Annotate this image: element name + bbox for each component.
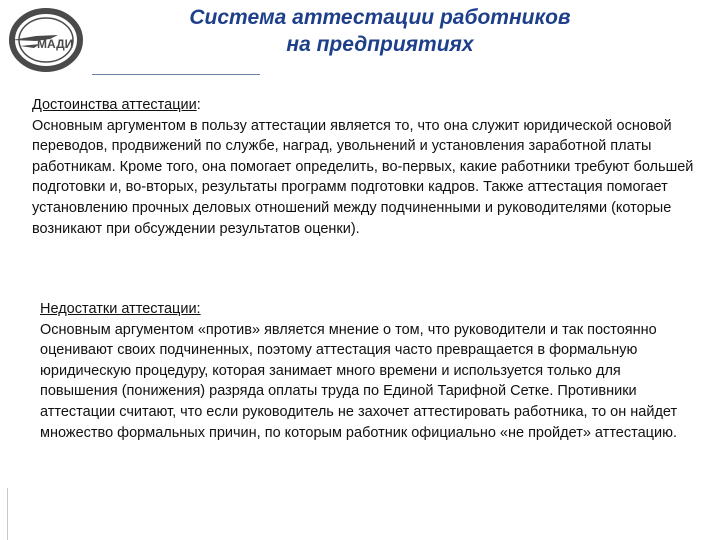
title-divider <box>92 74 260 75</box>
title-line-2: на предприятиях <box>286 33 474 56</box>
margin-line <box>7 488 8 540</box>
advantages-heading: Достоинства аттестации: <box>32 97 201 113</box>
logo-text: МАДИ <box>37 37 74 51</box>
disadvantages-heading: Недостатки аттестации: <box>40 301 201 317</box>
madi-emblem-icon <box>6 6 86 74</box>
page-title <box>110 4 650 58</box>
title-line-1: Система аттестации работников <box>189 6 571 29</box>
advantages-section <box>32 95 707 239</box>
disadvantages-section <box>40 299 700 443</box>
disadvantages-text: Основным аргументом «против» является мнение о том, что руководители и так постоянно оценивают своих подчиненных, поэтому аттестация часто превращается в формальную юридическую процедуру, которая занимает много времени и используется только для повышения (понижения) разряда оплаты труда по Единой Тарифной Сетке. Противники аттестации считают, что если руководитель не захочет аттестировать работника, то он найдет множество формальных причин, по которым работник официально «не пройдет» аттестацию. <box>40 321 678 441</box>
advantages-text: Основным аргументом в пользу аттестации является то, что она служит юридической основой переводов, продвижений по службе, наград, увольнений и установления заработной платы работникам. Кроме того, она помогает определить, во-первых, какие работники требуют большей подготовки и, во-вторых, результаты программ подготовки кадров. Также аттестация помогает установлению прочных деловых отношений между подчиненными и руководителями (которые возникают при обсуждении результатов оценки). <box>32 117 694 237</box>
madi-logo <box>6 6 86 74</box>
